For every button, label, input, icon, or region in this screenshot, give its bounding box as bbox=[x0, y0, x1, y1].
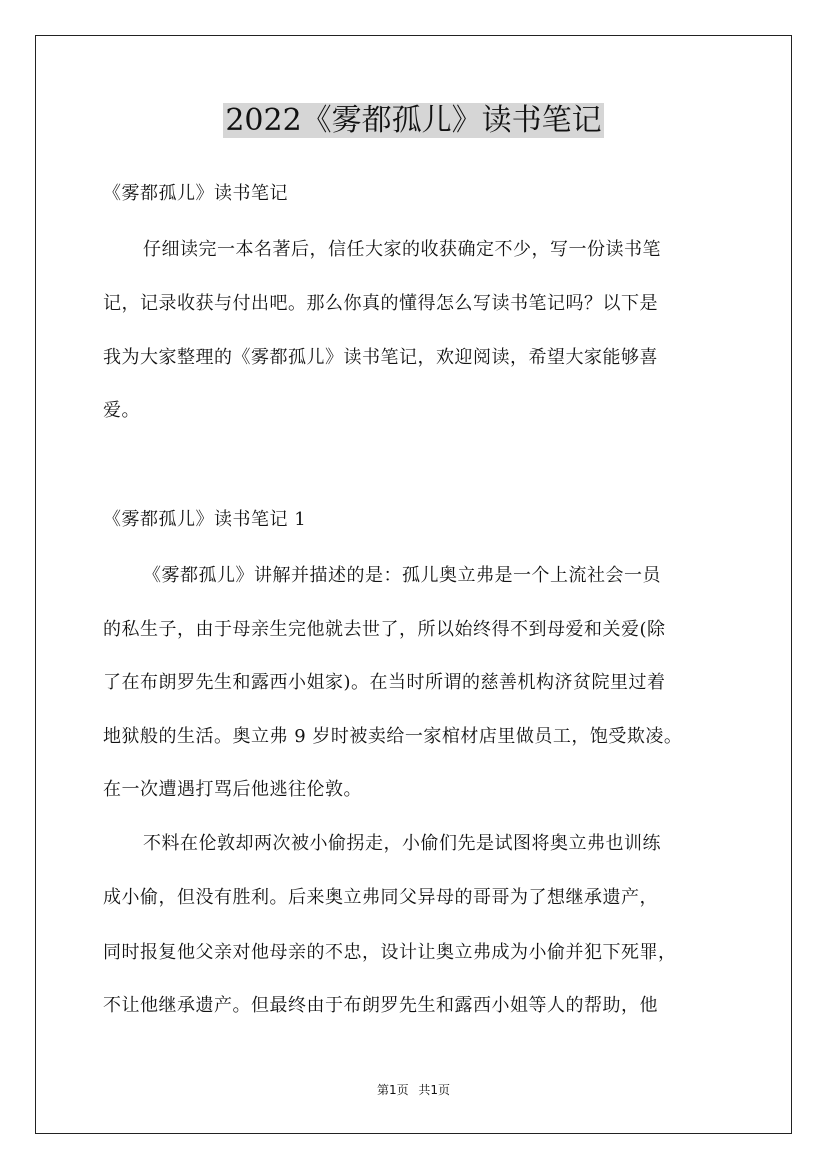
section-line-9: 不让他继承遗产。但最终由于布朗罗先生和露西小姐等人的帮助，他 bbox=[103, 995, 658, 1016]
intro-line-1: 仔细读完一本名著后，信任大家的收获确定不少，写一份读书笔 bbox=[143, 239, 661, 260]
section-line-5: 在一次遭遇打骂后他逃往伦敦。 bbox=[103, 779, 362, 800]
section-line-4: 地狱般的生活。奥立弗 9 岁时被卖给一家棺材店里做员工，饱受欺凌。 bbox=[103, 726, 683, 747]
page-number: 第1页 bbox=[376, 1083, 409, 1097]
section-line-2: 的私生子，由于母亲生完他就去世了，所以始终得不到母爱和关爱(除 bbox=[103, 619, 666, 640]
section-line-1: 《雾都孤儿》讲解并描述的是：孤儿奥立弗是一个上流社会一员 bbox=[143, 565, 661, 586]
intro-line-3: 我为大家整理的《雾都孤儿》读书笔记，欢迎阅读，希望大家能够喜 bbox=[103, 347, 658, 368]
section-line-7: 成小偷，但没有胜利。后来奥立弗同父异母的哥哥为了想继承遗产， bbox=[103, 887, 658, 908]
intro-line-2: 记，记录收获与付出吧。那么你真的懂得怎么写读书笔记吗？以下是 bbox=[103, 293, 658, 314]
section-heading: 《雾都孤儿》读书笔记 1 bbox=[103, 509, 307, 530]
intro-line-4: 爱。 bbox=[103, 400, 140, 421]
document-title bbox=[0, 101, 827, 141]
page-footer bbox=[0, 1082, 827, 1098]
document-heading: 《雾都孤儿》读书笔记 bbox=[103, 183, 288, 204]
document-title-text: 2022《雾都孤儿》读书笔记 bbox=[225, 103, 602, 138]
section-line-6: 不料在伦敦却两次被小偷拐走，小偷们先是试图将奥立弗也训练 bbox=[143, 833, 661, 854]
section-line-3: 了在布朗罗先生和露西小姐家)。在当时所谓的慈善机构济贫院里过着 bbox=[103, 672, 666, 693]
section-line-8: 同时报复他父亲对他母亲的不忠，设计让奥立弗成为小偷并犯下死罪， bbox=[103, 942, 677, 963]
page-total: 共1页 bbox=[418, 1083, 451, 1097]
